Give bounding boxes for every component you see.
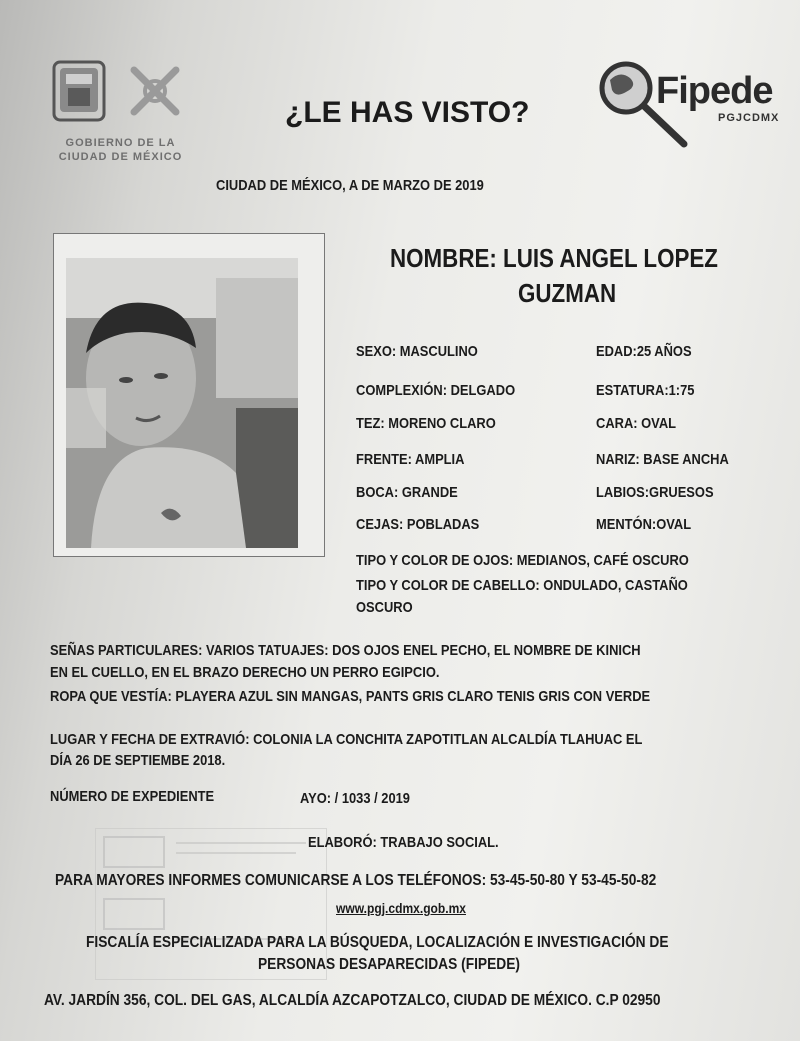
field-ojos: TIPO Y COLOR DE OJOS: MEDIANOS, CAFÉ OSCURO	[356, 552, 689, 569]
coat-of-arms-icon	[54, 62, 104, 120]
informes-line: PARA MAYORES INFORMES COMUNICARSE A LOS TELÉFONOS: 53-45-50-80 Y 53-45-50-82	[55, 872, 657, 889]
cdmx-emblem-icon	[134, 70, 176, 112]
field-cara: CARA: OVAL	[596, 415, 677, 432]
field-frente: FRENTE: AMPLIA	[356, 451, 465, 468]
fipede-wordmark: Fipede	[656, 70, 773, 112]
field-boca: BOCA: GRANDE	[356, 484, 458, 501]
field-complexion: COMPLEXIÓN: DELGADO	[356, 382, 516, 399]
person-name-line2: GUZMAN	[518, 278, 617, 308]
gov-caption-line1: GOBIERNO DE LA	[65, 137, 176, 149]
website-link[interactable]: www.pgj.cdmx.gob.mx	[336, 900, 467, 916]
field-labios: LABIOS:GRUESOS	[596, 484, 714, 501]
expediente-label: NÚMERO DE EXPEDIENTE	[50, 788, 215, 805]
field-cabello-line2: OSCURO	[356, 599, 413, 616]
address-line: AV. JARDÍN 356, COL. DEL GAS, ALCALDÍA AZCAPOTZALCO, CIUDAD DE MÉXICO. C.P 02950	[44, 992, 661, 1009]
fiscalia-line1: FISCALÍA ESPECIALIZADA PARA LA BÚSQUEDA, LOCALIZACIÓN E INVESTIGACIÓN DE	[86, 934, 669, 951]
field-nariz: NARIZ: BASE ANCHA	[596, 451, 729, 468]
lugar-line1: LUGAR Y FECHA DE EXTRAVIÓ: COLONIA LA CONCHITA ZAPOTITLAN ALCALDÍA TLAHUAC EL	[50, 731, 643, 748]
date-line: CIUDAD DE MÉXICO, A DE MARZO DE 2019	[216, 177, 484, 194]
page-title: ¿LE HAS VISTO?	[285, 96, 530, 129]
field-menton: MENTÓN:OVAL	[596, 516, 692, 533]
expediente-value: AYO: / 1033 / 2019	[300, 790, 410, 807]
pgj-wordmark: PGJCDMX	[718, 112, 780, 124]
field-edad: EDAD:25 AÑOS	[596, 343, 692, 360]
field-cabello-line1: TIPO Y COLOR DE CABELLO: ONDULADO, CASTAÑO	[356, 577, 688, 594]
lugar-line2: DÍA 26 DE SEPTIEMBE 2018.	[50, 752, 226, 769]
senas-line2: EN EL CUELLO, EN EL BRAZO DERECHO UN PERRO EGIPCIO.	[50, 664, 440, 681]
person-name-line1: NOMBRE: LUIS ANGEL LOPEZ	[390, 243, 718, 273]
fiscalia-line2: PERSONAS DESAPARECIDAS (FIPEDE)	[258, 956, 520, 973]
gobierno-caption	[48, 136, 193, 164]
field-tez: TEZ: MORENO CLARO	[356, 415, 496, 432]
elaboro-line: ELABORÓ: TRABAJO SOCIAL.	[308, 834, 499, 851]
missing-person-photo	[66, 258, 298, 548]
gov-caption-line2: CIUDAD DE MÉXICO	[58, 151, 183, 163]
field-estatura: ESTATURA:1:75	[596, 382, 695, 399]
field-cejas: CEJAS: POBLADAS	[356, 516, 480, 533]
field-sexo: SEXO: MASCULINO	[356, 343, 478, 360]
senas-line1: SEÑAS PARTICULARES: VARIOS TATUAJES: DOS OJOS ENEL PECHO, EL NOMBRE DE KINICH	[50, 642, 641, 659]
ropa-line: ROPA QUE VESTÍA: PLAYERA AZUL SIN MANGAS, PANTS GRIS CLARO TENIS GRIS CON VERDE	[50, 688, 651, 705]
